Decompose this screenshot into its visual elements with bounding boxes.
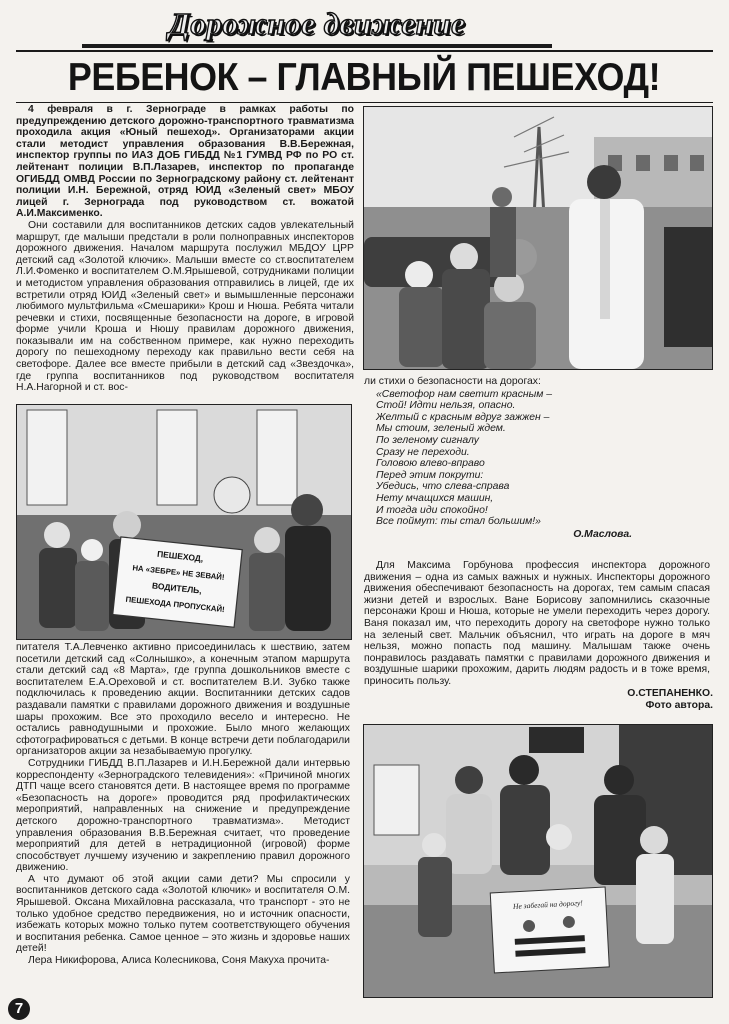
- headline: РЕБЕНОК – ГЛАВНЫЙ ПЕШЕХОД!: [67, 56, 661, 99]
- poem-line: Головою влево-вправо: [376, 458, 485, 470]
- section-title: Дорожное движение: [82, 4, 552, 48]
- article-paragraph: А что думают об этой акции сами дети? Мы спросили у воспитанников детского сада «Золотой ключик» и воспитателя О.М. Ярышевой. Оксана Михайловна рассказала, что транспорт - это не только удобное средство передвижения, но и источник опасности, избежать которых можно только путем соответствующего обучения и воспитания ребенка. Самое ценное – это жизнь и здоровье наших детей!: [16, 873, 350, 955]
- poem-line: Мы стоим, зеленый ждем.: [376, 423, 506, 435]
- poem-line: Все поймут: ты стал большим!»: [376, 516, 541, 528]
- sign-line: ПЕШЕХОДА ПРОПУСКАЙ!: [125, 594, 226, 615]
- sign-line: ПЕШЕХОД,: [156, 548, 204, 564]
- poster: [490, 887, 609, 973]
- photo-group-with-poster: [363, 724, 713, 998]
- poem-line: Перед этим покрути:: [376, 469, 484, 481]
- photo-street-kids: [363, 106, 713, 370]
- lead-paragraph: 4 февраля в г. Зернограде в рамках работы по предупреждению детского дорожно-транспортного травматизма проходила акция «Юный пешеход». Организаторами акции стали методист управления образования В.В.Бережная, инспектор группы по ИАЗ ДОБ ГИБДД №1 ГУМВД РФ по РО ст. лейтенант полиции В.П.Лазарев, инспектор по пропаганде ОГИБДД ОМВД России по Зерноградскому району ст. лейтенант полиции И.Н. Бережной, отряд ЮИД «Зеленый свет» МБОУ лицей г. Зернограда под руководством ст. вожатой А.И.Максименко.: [16, 104, 354, 220]
- poem-line: Сразу не переходи.: [376, 446, 470, 458]
- headline-rule: [16, 102, 713, 103]
- sign-line: ВОДИТЕЛЬ,: [151, 580, 203, 596]
- poem-line: Убедись, что слева-справа: [376, 481, 510, 493]
- poem-line: Желтый с красным вдруг зажжен –: [376, 411, 550, 423]
- sign-line: НА «ЗЕБРЕ» НЕ ЗЕВАЙ!: [131, 563, 225, 582]
- article-intro: [16, 104, 354, 394]
- photo-kids-with-sign: [16, 404, 352, 640]
- article-kids-opinions: [364, 560, 710, 688]
- poem-line: «Светофор нам светит красным –: [376, 388, 553, 400]
- poem-line: По зеленому сигналу: [376, 434, 479, 446]
- article-paragraph: Они составили для воспитанников детских садов увлекательный маршрут, где малыши предстали в роли полноправных инспекторов дорожного движения. Началом маршрута послужил МБДОУ ЦРР детский сад «Золотой ключик». Малыши вместе со ст.воспитателем Л.И.Фоменко и воспитателем О.М.Ярышевой, сотрудниками полиции и методистом управления образования отправились в лицей, где их встретили отряд ЮИД «Зеленый свет» и вымышленные персонажи любимого мультфильма «Смешарики» Крош и Нюша. Ребята читали речевки и стихи, посвященные безопасности на дороге, в игровой форме учили Кроша и Нюшу правилам дорожного движения, показывали им на собственном примере, как нужно переходить дорогу по пешеходному переходу как правильно вести себя на светофоре. Далее все вместе прибыли в детский сад «Звездочка», где группа воспитанников под руководством воспитателя Н.А.Нагорной и ст. вос-: [16, 219, 354, 394]
- poem-line: Нету мчащихся машин,: [376, 492, 494, 504]
- article-continued: [16, 642, 350, 967]
- poem-line: Стой! Идти нельзя, опасно.: [376, 400, 516, 412]
- poem: [364, 376, 710, 540]
- article-paragraph: Сотрудники ГИБДД В.П.Лазарев и И.Н.Бережной дали интервью корреспонденту «Зерноградского телевидения»: «Причиной многих ДТП чаще всего становятся дети. В настоящее время по программе «Безопасность на дороге» проводится ряд профилактических мероприятий, направленных на снижение и предупреждение детского дорожно-транспортного травматизма». Методист управления образования В.В.Бережная считает, что проведение мероприятий для детей в нетрадиционной (игровой) форме способствует лучшему изучению и закреплению правил дорожного движению.: [16, 757, 350, 874]
- poem-author: О.Маслова.: [573, 528, 632, 540]
- poem-line: И тогда иди спокойно!: [376, 504, 488, 516]
- article-paragraph: Для Максима Горбунова профессия инспектора дорожного движения – одна из самых важных и нужных. Инспекторы дорожного движения обеспечивают безопасность на дорогах, тем самым спасая жизни детей и взрослых. Ване Борисову запомнились сказочные персонажи Крош и Нюша, которые не умели переходить через дорогу. Ваня показал им, что переходить дорогу на светофоре нужно только на зеленый свет. Мальчик объяснил, что играть на дороге в мяч нельзя, можно попасть под машину. Малышам также очень понравилось раздавать памятки с правилами дорожного движения и воздушные шарики прохожим, дарить людям радость и в тоже время, приносить пользу.: [364, 560, 710, 687]
- kids-sign: [113, 537, 242, 627]
- byline: [627, 688, 713, 712]
- poster-title: Не забегай на дорогу!: [512, 898, 584, 911]
- article-paragraph: Лера Никифорова, Алиса Колесникова, Соня Макуха прочита-: [28, 955, 330, 967]
- photo-credit: Фото автора.: [645, 700, 713, 711]
- author-name: О.СТЕПАНЕНКО.: [627, 688, 713, 699]
- article-paragraph: питателя Т.А.Левченко активно присоединилась к шествию, затем посетили детский сад «Солнышко», а конечным этапом маршрута стали детский сад «8 Марта», где группа дошкольников вместе с воспитателем Е.А.Ореховой и ст. воспитателем В.И. Зубко также подключилась к проведению акции. Воспитанники детских садов раздавали памятки с правилами дорожного движения и воздушные шары прохожим. Все это проходило весело и интересно. Не остались равнодушными и прохожие. Было много желающих сфотографироваться с детьми. В конце встречи дети поблагодарили организаторов акции за незабываемую прогулку.: [16, 642, 350, 758]
- poem-intro: ли стихи о безопасности на дорогах:: [364, 376, 541, 387]
- header-rule: [16, 50, 713, 52]
- page-number: 7: [8, 998, 30, 1020]
